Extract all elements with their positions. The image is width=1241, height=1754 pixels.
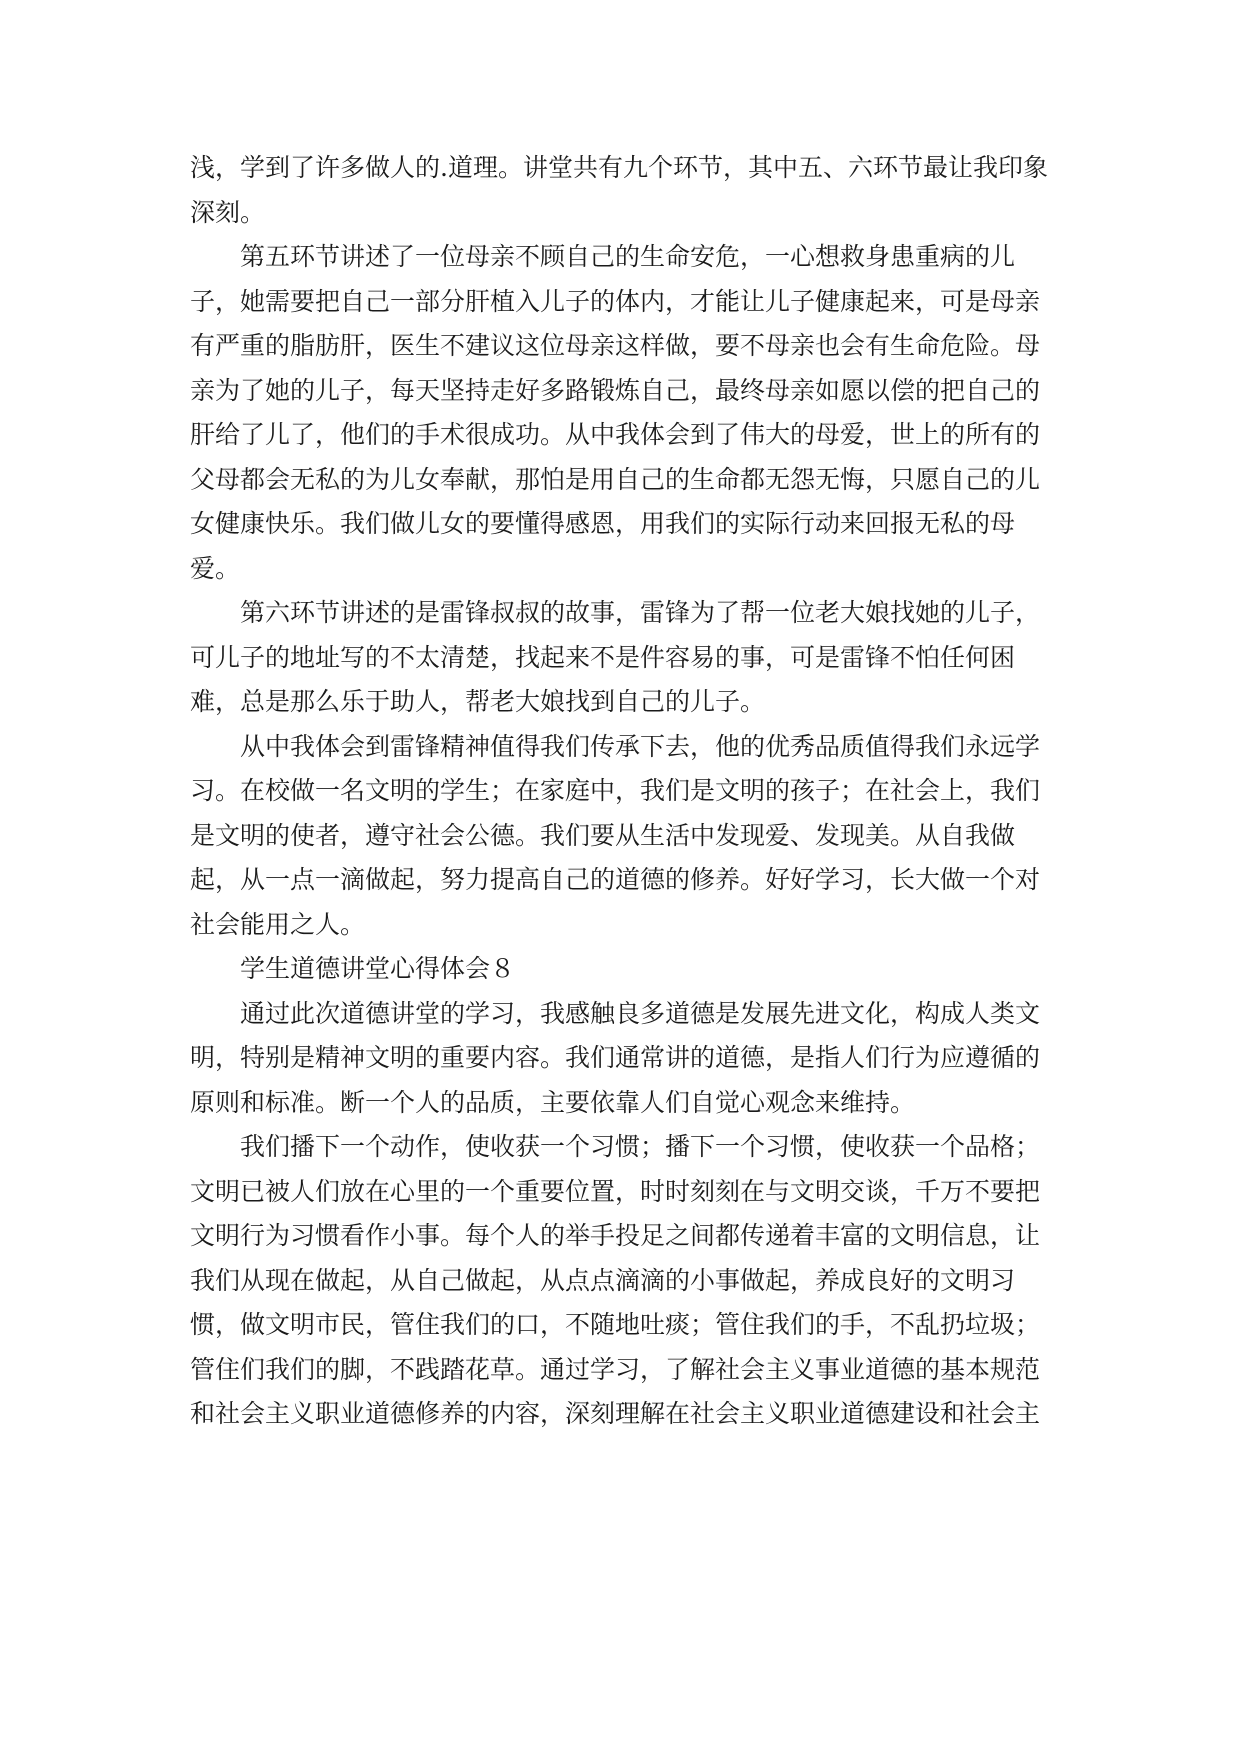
text-line: 第六环节讲述的是雷锋叔叔的故事，雷锋为了帮一位老大娘找她的儿子， <box>240 598 1041 627</box>
text-line: 文明行为习惯看作小事。每个人的举手投足之间都传递着丰富的文明信息，让 <box>190 1221 1041 1250</box>
text-line: 通过此次道德讲堂的学习，我感触良多道德是发展先进文化，构成人类文 <box>240 998 1041 1028</box>
text-line: 我们从现在做起，从自己做起，从点点滴滴的小事做起，养成良好的文明习 <box>190 1265 1016 1295</box>
text-line: 从中我体会到雷锋精神值得我们传承下去，他的优秀品质值得我们永远学 <box>240 731 1041 761</box>
text-line: 原则和标准。断一个人的品质，主要依靠人们自觉心观念来维持。 <box>190 1087 916 1117</box>
text-line: 女健康快乐。我们做儿女的要懂得感恩，用我们的实际行动来回报无私的母 <box>190 509 1016 538</box>
text-line: 起，从一点一滴做起，努力提高自己的道德的修养。好好学习，长大做一个对 <box>190 865 1041 894</box>
text-line: 深刻。 <box>190 197 266 227</box>
text-line: 明，特别是精神文明的重要内容。我们通常讲的道德，是指人们行为应遵循的 <box>190 1043 1041 1072</box>
text-line: 亲为了她的儿子，每天坚持走好多路锻炼自己，最终母亲如愿以偿的把自己的 <box>190 375 1041 405</box>
text-line: 爱。 <box>190 553 241 583</box>
text-line: 浅，学到了许多做人的.道理。讲堂共有九个环节，其中五、六环节最让我印象 <box>190 153 1048 182</box>
text-line: 习。在校做一名文明的学生；在家庭中，我们是文明的孩子；在社会上，我们 <box>190 776 1041 805</box>
text-line: 管住们我们的脚，不践踏花草。通过学习，了解社会主义事业道德的基本规范 <box>190 1354 1041 1384</box>
document-body <box>190 146 1056 1437</box>
text-line: 惯，做文明市民，管住我们的口，不随地吐痰；管住我们的手，不乱扔垃圾； <box>190 1310 1041 1339</box>
text-line: 难，总是那么乐于助人，帮老大娘找到自己的儿子。 <box>190 687 766 716</box>
text-line: 有严重的脂肪肝，医生不建议这位母亲这样做，要不母亲也会有生命危险。母 <box>190 331 1041 360</box>
text-line: 和社会主义职业道德修养的内容，深刻理解在社会主义职业道德建设和社会主 <box>190 1399 1041 1428</box>
text-line: 社会能用之人。 <box>190 909 366 939</box>
text-line: 是文明的使者，遵守社会公德。我们要从生活中发现爱、发现美。从自我做 <box>190 820 1016 850</box>
text-line: 学生道德讲堂心得体会８ <box>240 954 516 983</box>
text-line: 第五环节讲述了一位母亲不顾自己的生命安危，一心想救身患重病的儿 <box>240 242 1016 271</box>
text-line: 子，她需要把自己一部分肝植入儿子的体内，才能让儿子健康起来，可是母亲 <box>190 286 1041 316</box>
text-line: 我们播下一个动作，使收获一个习惯；播下一个习惯，使收获一个品格； <box>240 1132 1041 1161</box>
text-line: 可儿子的地址写的不太清楚，找起来不是件容易的事，可是雷锋不怕任何困 <box>190 642 1016 672</box>
text-line: 文明已被人们放在心里的一个重要位置，时时刻刻在与文明交谈，千万不要把 <box>190 1176 1041 1206</box>
text-line: 肝给了儿了，他们的手术很成功。从中我体会到了伟大的母爱，世上的所有的 <box>190 420 1041 449</box>
text-line: 父母都会无私的为儿女奉献，那怕是用自己的生命都无怨无悔，只愿自己的儿 <box>190 464 1041 494</box>
